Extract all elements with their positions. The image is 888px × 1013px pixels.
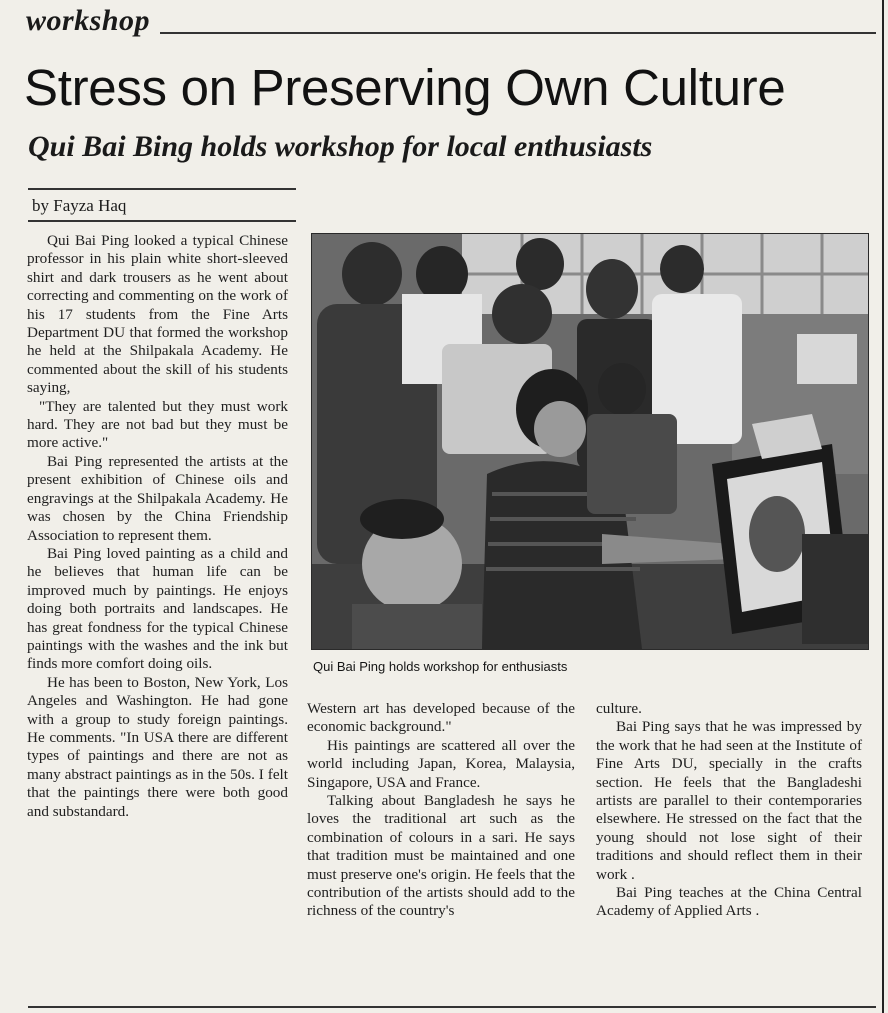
article-column-2 — [307, 700, 575, 921]
byline-rule-bottom — [28, 220, 296, 222]
top-rule — [160, 32, 876, 34]
paragraph: Talking about Bangladesh he says he loves the traditional art such as the combination of colours in a sari. He says that tradition must be maintained and one must preserve one's origin. He feels that the contribution of the artists should add to the richness of the country's — [307, 792, 575, 920]
article-column-3 — [596, 700, 862, 921]
photo-image — [312, 234, 868, 649]
paragraph: He has been to Boston, New York, Los Angeles and Washington. He had gone with a group to study foreign paintings. He comments. "In USA there are different types of paintings and there are not as many abstract paintings as in the 50s. I felt that the paintings there were both good and substandard. — [27, 673, 288, 820]
workshop-photo — [311, 233, 869, 650]
paragraph: Bai Ping says that he was impressed by the work that he had seen at the Institute of Fine Arts DU, specially in the crafts section. He feels that the Bangladeshi artists are parallel to their contemporaries elsewhere. He stressed on the fact that the young should not lose sight of their traditions and should reflect them in their work . — [596, 718, 862, 883]
paragraph: Bai Ping loved painting as a child and he believes that human life can be improved much by paintings. He enjoys doing both portraits and landscapes. He has great fondness for the typical Chinese paintings with the washes and the ink but finds more comfort doing oils. — [27, 544, 288, 673]
byline: by Fayza Haq — [32, 196, 127, 215]
paragraph: His paintings are scattered all over the world including Japan, Korea, Malaysia, Singapore, USA and France. — [307, 736, 575, 791]
section-kicker: workshop — [26, 4, 151, 37]
bottom-rule — [28, 1006, 876, 1008]
paragraph: Qui Bai Ping looked a typical Chinese professor in his plain white short-sleeved shirt and dark trousers as he went about correcting and commenting on the work of his 17 students from the Fine Arts Department DU that formed the workshop he held at the Shilpakala Academy. He commented about the skill of his students saying, — [27, 232, 288, 397]
clipping-edge — [882, 0, 884, 1013]
photo-caption: Qui Bai Ping holds workshop for enthusiasts — [313, 659, 568, 674]
paragraph: Bai Ping teaches at the China Central Academy of Applied Arts . — [596, 884, 862, 920]
article-column-1 — [27, 232, 288, 821]
paragraph: culture. — [596, 700, 642, 717]
subheadline: Qui Bai Bing holds workshop for local enthusiasts — [28, 130, 653, 163]
paragraph: Western art has developed because of the economic background." — [307, 700, 575, 736]
paragraph: "They are talented but they must work hard. They are not bad but they must be more active." — [27, 397, 288, 452]
headline: Stress on Preserving Own Culture — [24, 59, 786, 116]
byline-rule-top — [28, 188, 296, 190]
paragraph: Bai Ping represented the artists at the present exhibition of Chinese oils and engravings at the Shilpakala Academy. He was chosen by the China Friendship Association to represent them. — [27, 452, 288, 544]
